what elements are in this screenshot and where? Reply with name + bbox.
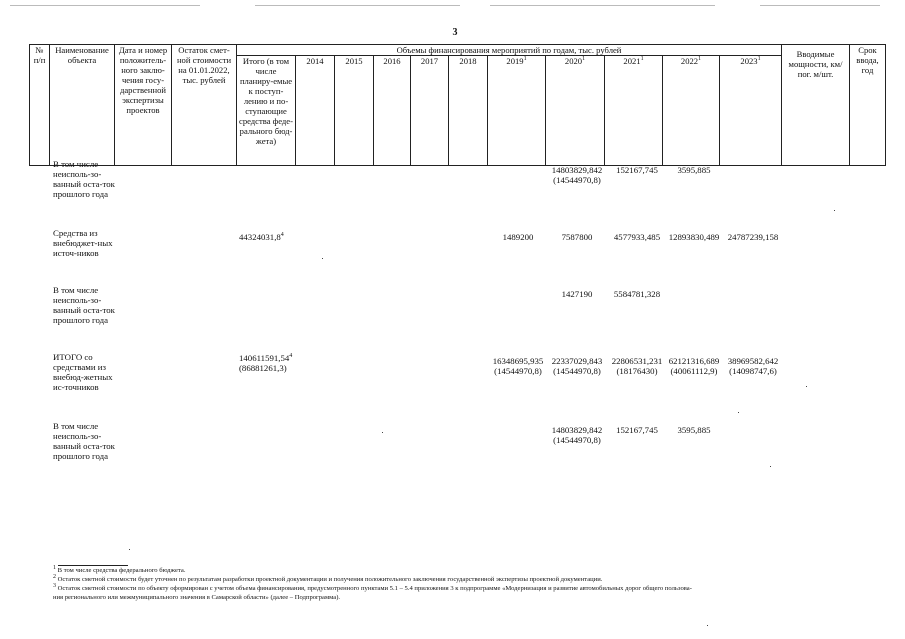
- col-header-name: Наименование объекта: [50, 45, 115, 166]
- scan-speck: [129, 549, 130, 550]
- col-header-number: № п/п: [30, 45, 50, 166]
- scan-speck: [738, 412, 739, 413]
- footnote: 3 Остаток сметной стоимости по объекту оформирован с учетом объема финансирования, предусмотренного пунктами 5.1 – 5.4 приложения 3 к подпрограмме «Модернизация и развитие автомобильных дорог общего пользова-: [53, 582, 692, 592]
- col-header-funding-group: Объемы финансирования мероприятий по годам, тыс. рублей: [237, 45, 782, 56]
- value-2022: 62121316,689 (40061112,9): [668, 356, 720, 376]
- scan-speck: [707, 625, 708, 626]
- footnote: ния регионального или межмуниципального значения в Самарской области» (далее – Подпрограмма).: [53, 594, 341, 601]
- value-2020: 22337029,843 (14544970,8): [551, 356, 603, 376]
- col-header-year: 2019$^1$: [488, 56, 546, 166]
- value-2022: 12893830,489: [668, 232, 720, 242]
- col-header-year: 2022$^1$: [663, 56, 720, 166]
- scan-speck: [770, 466, 771, 467]
- value-2019: 1489200: [502, 232, 534, 242]
- footnote: 1 В том числе средства федерального бюджета.: [53, 564, 186, 574]
- row-label-unused-remainder: В том числе неисполь-зо-ванный оста-ток прошлого года: [53, 159, 115, 199]
- col-header-term: Срок ввода, год: [850, 45, 886, 166]
- value-2021: 4577933,485: [613, 232, 661, 242]
- col-header-year: 2023$^1$: [720, 56, 782, 166]
- row-label-unused-remainder: В том числе неисполь-зо-ванный оста-ток прошлого года: [53, 285, 115, 325]
- value-2020: 14803829,842 (14544970,8): [551, 165, 603, 185]
- col-header-year: 2016: [374, 56, 411, 166]
- value-2022: 3595,885: [677, 425, 711, 435]
- value-2020: 7587800: [561, 232, 593, 242]
- scan-line: [255, 5, 460, 6]
- col-header-date: Дата и номер положитель-ного заклю-чения госу-дарственной экспертизы проектов: [115, 45, 172, 166]
- col-header-year: 2014: [296, 56, 335, 166]
- value-2021: 152167,745: [616, 165, 658, 175]
- col-header-year: 2021$^1$: [605, 56, 663, 166]
- scan-line: [490, 5, 715, 6]
- col-header-year: 2017: [411, 56, 449, 166]
- col-header-capacity: Вводимые мощности, км/пог. м/шт.: [782, 45, 850, 166]
- value-2021: 22806531,231 (18176430): [611, 356, 663, 376]
- row-label-grand-total: ИТОГО со средствами из внебюд-жетных ис-точников: [53, 352, 113, 392]
- scan-speck: [806, 386, 807, 387]
- page-number: 3: [452, 27, 458, 38]
- footnote-separator: [58, 565, 128, 566]
- value-total: 140611591,54$^4$ (86881261,3): [239, 353, 293, 373]
- value-2020: 1427190: [561, 289, 593, 299]
- col-header-year: 2018: [449, 56, 488, 166]
- col-header-year: 2020$^1$: [546, 56, 605, 166]
- row-label-unused-remainder: В том числе неисполь-зо-ванный оста-ток прошлого года: [53, 421, 115, 461]
- scan-line: [10, 5, 200, 6]
- header-table: [29, 44, 886, 166]
- value-2020: 14803829,842 (14544970,8): [551, 425, 603, 445]
- scan-speck: [322, 258, 323, 259]
- scan-speck: [834, 210, 835, 211]
- value-2021: 5584781,328: [613, 289, 661, 299]
- value-2019: 16348695,935 (14544970,8): [492, 356, 544, 376]
- col-header-year: 2015: [335, 56, 374, 166]
- row-label-off-budget: Средства из внебюджет-ных источ-ников: [53, 228, 113, 258]
- scan-line: [760, 5, 880, 6]
- col-header-remainder: Остаток смет-ной стоимости на 01.01.2022, тыс. рублей: [172, 45, 237, 166]
- value-total: 44324031,8$^4$: [239, 232, 284, 242]
- value-2022: 3595,885: [677, 165, 711, 175]
- value-2023: 38969582,642 (14098747,6): [727, 356, 779, 376]
- scan-speck: [382, 432, 383, 433]
- value-2023: 24787239,158: [727, 232, 779, 242]
- col-header-total: Итого (в том числе планиру-емые к поступ-лению и по-ступающие средства феде-рального бюд-жета): [237, 56, 296, 166]
- value-2021: 152167,745: [616, 425, 658, 435]
- footnote: 2 Остаток сметной стоимости будет уточнен по результатам разработки проектной документации и получения положительного заключения государственной экспертизы проектной документации.: [53, 573, 603, 583]
